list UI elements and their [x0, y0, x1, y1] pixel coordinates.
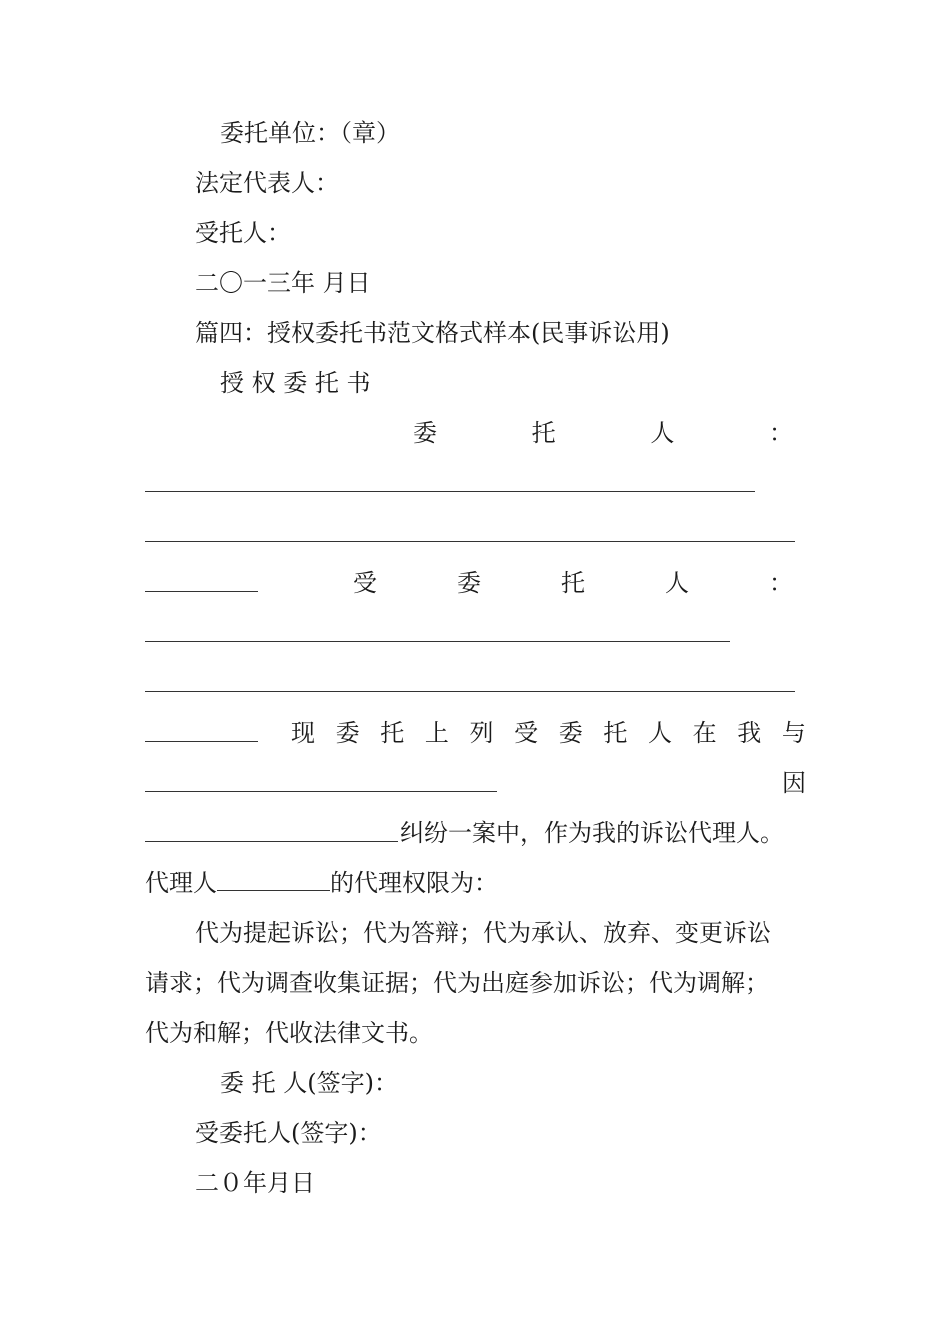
blank-line: [145, 491, 755, 492]
char: 我: [737, 719, 762, 747]
case-text: 纠纷一案中，作为我的诉讼代理人。: [400, 819, 784, 847]
entrusting-unit-line: 委托单位：（章）: [220, 119, 400, 147]
blank-line: [145, 691, 795, 692]
char: 委: [558, 719, 583, 747]
entrust-text-row: [291, 718, 806, 748]
document-title: 授 权 委 托 书: [220, 369, 371, 397]
blank-line: [145, 591, 258, 592]
powers-line-2: 请求；代为调查收集证据；代为出庭参加诉讼；代为调解；: [145, 969, 769, 997]
date-line-2: 二０年月日: [195, 1169, 315, 1197]
char: 与: [781, 719, 806, 747]
char: 托: [561, 569, 585, 597]
char: 受: [353, 569, 377, 597]
because-char: 因: [782, 769, 806, 797]
agent-suffix: 的代理权限为：: [330, 869, 498, 897]
trustee-line: 受托人：: [195, 219, 291, 247]
blank-line: [145, 541, 795, 542]
blank-line: [145, 791, 497, 792]
char: 委: [413, 419, 437, 447]
char: ：: [769, 569, 793, 597]
section-heading: 篇四：授权委托书范文格式样本(民事诉讼用): [195, 319, 670, 347]
agent-prefix: 代理人: [145, 869, 217, 897]
char: ：: [768, 419, 793, 447]
char: 托: [603, 719, 628, 747]
agent-powers-line: [145, 868, 498, 898]
char: 列: [469, 719, 494, 747]
char: 托: [380, 719, 405, 747]
blank-line: [145, 841, 398, 842]
char: 人: [648, 719, 672, 747]
legal-rep-line: 法定代表人：: [195, 169, 339, 197]
date-line-1: 二〇一三年 月日: [195, 269, 371, 297]
char: 上: [424, 719, 449, 747]
agent-signature-line: 受委托人(签字)：: [195, 1119, 382, 1147]
principal-signature-line: 委 托 人(签字)：: [220, 1069, 398, 1097]
blank-line: [217, 868, 330, 891]
char: 委: [335, 719, 360, 747]
blank-line: [145, 741, 258, 742]
powers-line-1: 代为提起诉讼；代为答辩；代为承认、放弃、变更诉讼: [195, 919, 771, 947]
char: 人: [665, 569, 689, 597]
char: 现: [291, 719, 315, 747]
char: 受: [514, 719, 539, 747]
powers-line-3: 代为和解；代收法律文书。: [145, 1019, 433, 1047]
principal-label-row: [413, 418, 793, 448]
char: 在: [692, 719, 717, 747]
char: 人: [650, 419, 675, 447]
agent-label-row: [353, 568, 793, 598]
char: 托: [531, 419, 556, 447]
char: 委: [457, 569, 481, 597]
blank-line: [145, 641, 730, 642]
